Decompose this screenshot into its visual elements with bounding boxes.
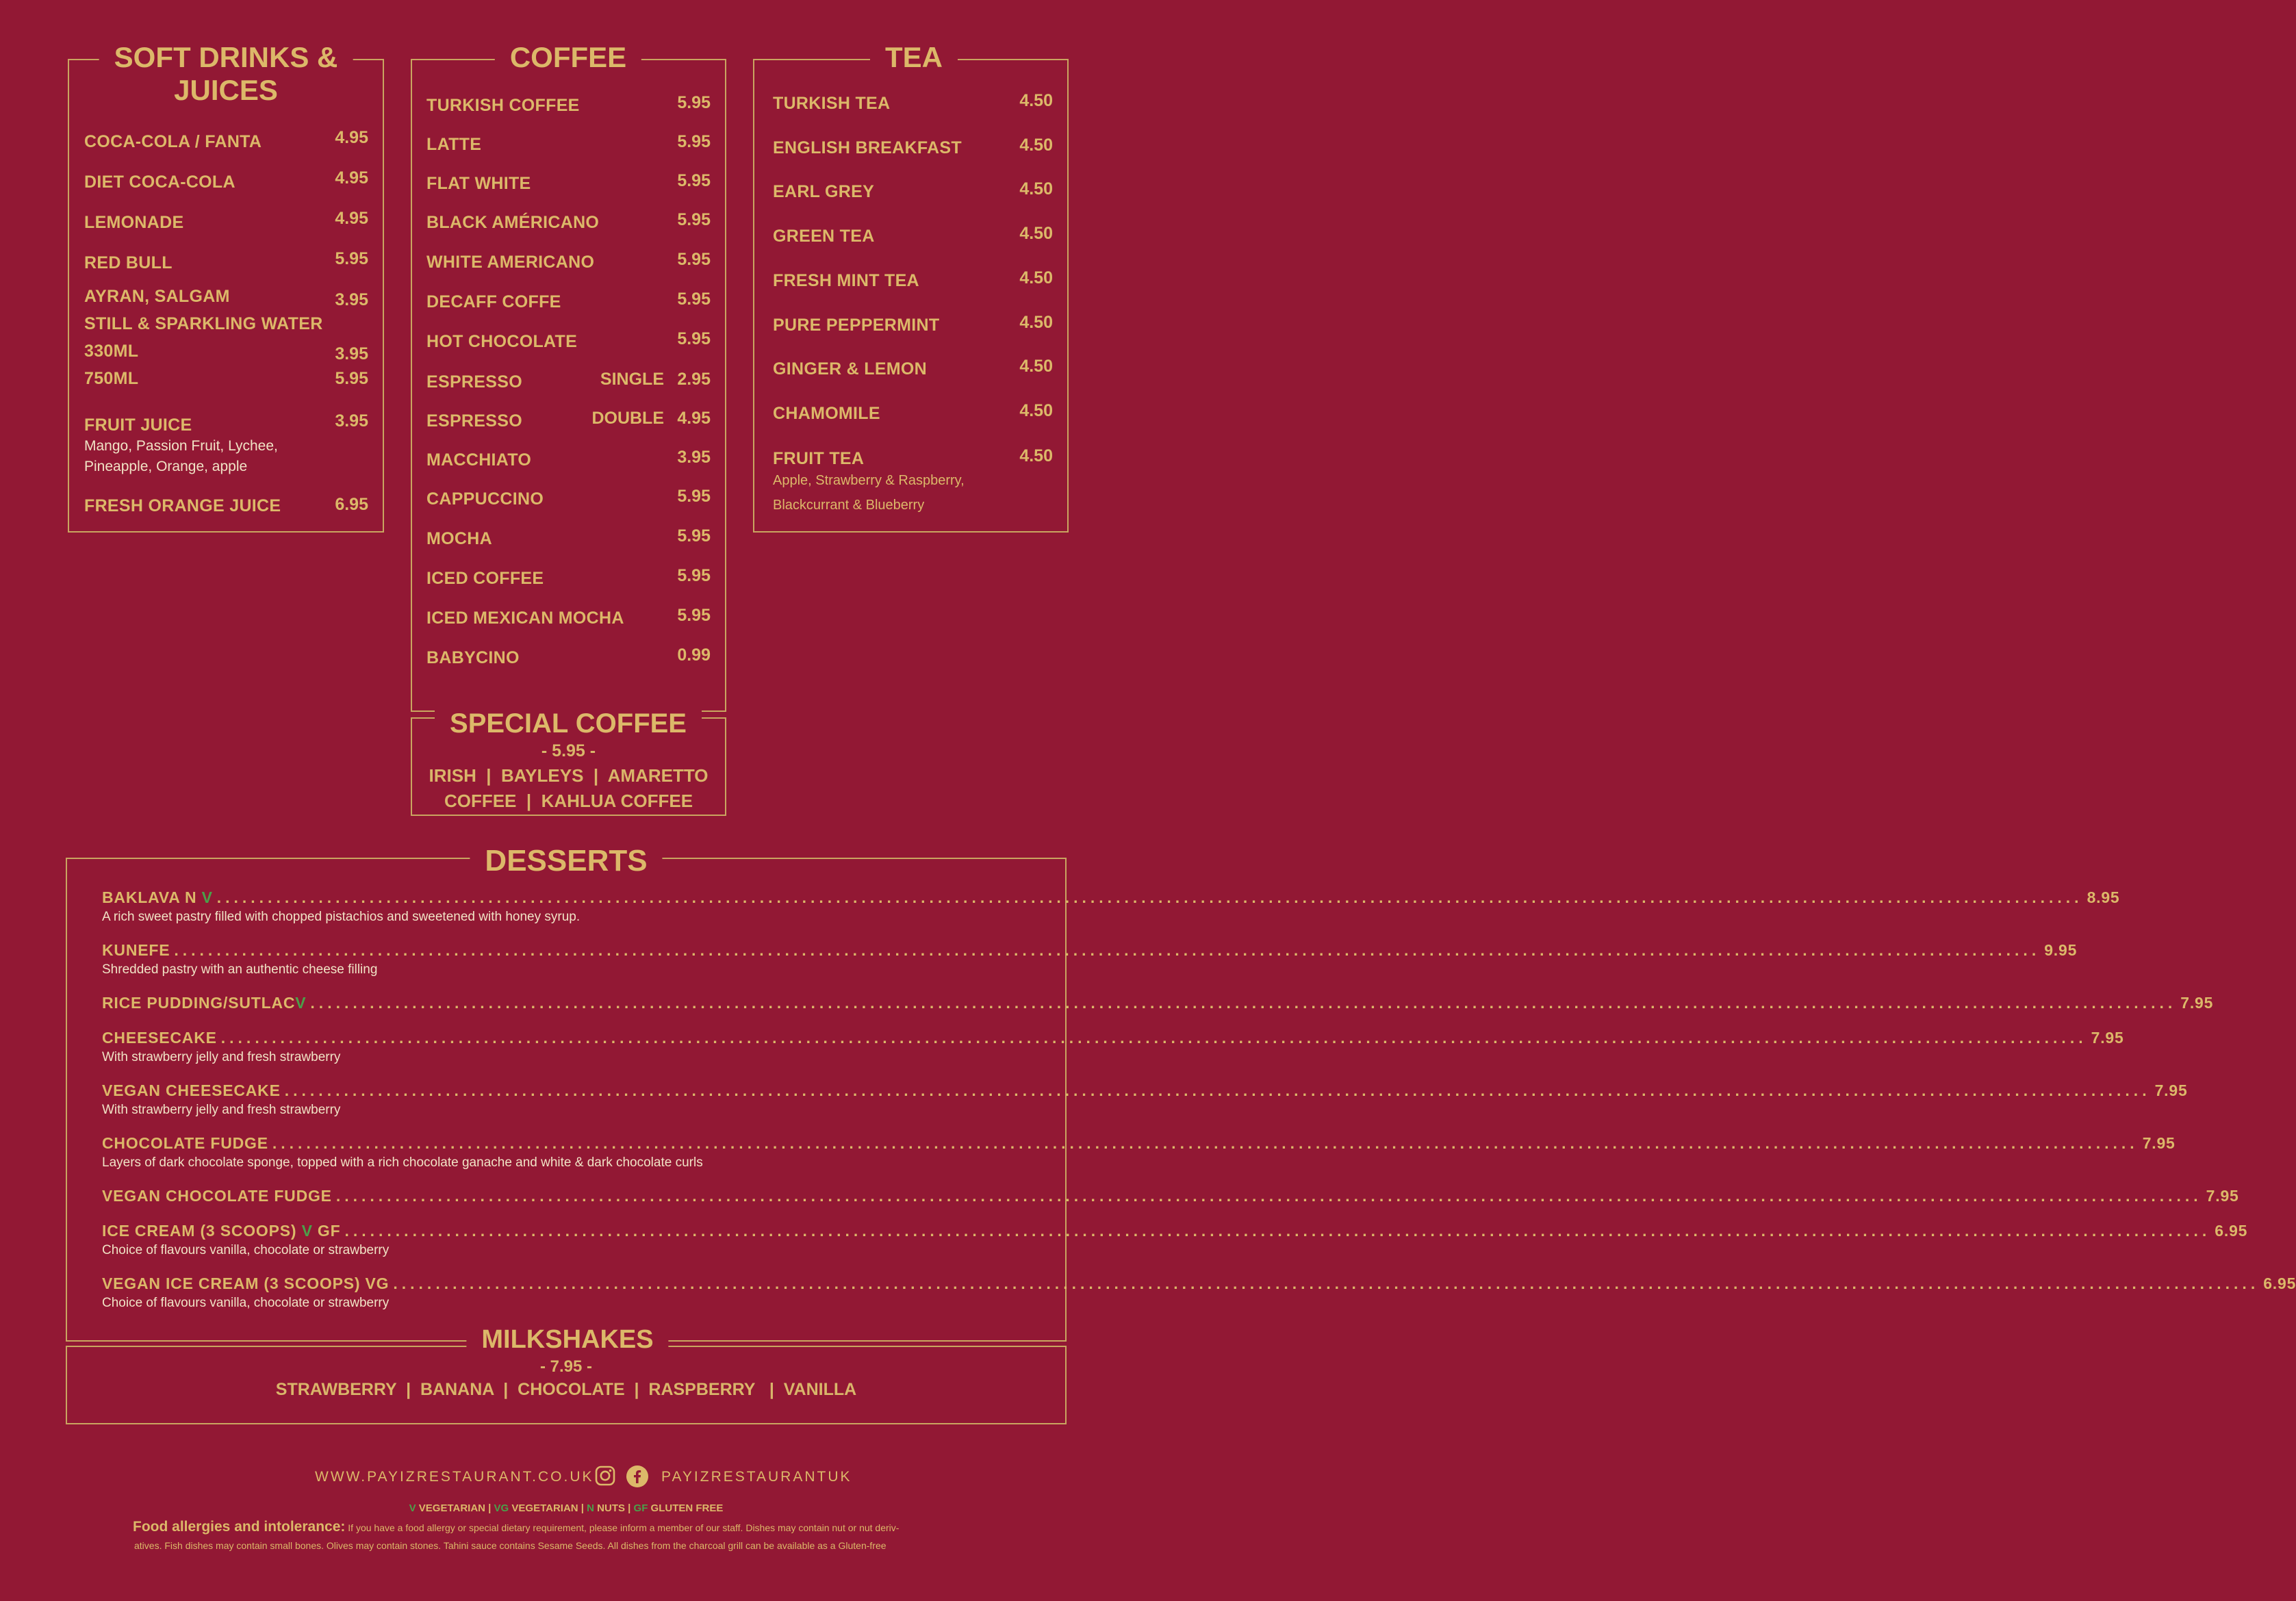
dessert-price: 7.95 xyxy=(2142,1134,2176,1152)
dessert-name xyxy=(102,1187,332,1205)
dessert-item xyxy=(102,1029,2124,1047)
dessert-name xyxy=(102,1275,389,1293)
dessert-item xyxy=(102,1275,2296,1293)
menu-item-price: 6.95 xyxy=(335,495,368,514)
menu-item-price: 5.95 xyxy=(677,210,711,229)
menu-item-name: MACCHIATO xyxy=(426,450,532,470)
milkshakes-price: - 7.95 - xyxy=(539,1357,593,1376)
dessert-name-text: ICE CREAM (3 SCOOPS) xyxy=(102,1222,302,1240)
dessert-price: 9.95 xyxy=(2044,941,2078,959)
menu-item-name: BABYCINO xyxy=(426,648,520,667)
soft-drinks-title-line1: SOFT DRINKS & xyxy=(114,41,338,73)
dessert-item xyxy=(102,994,2214,1012)
dessert-name-text: CHOCOLATE FUDGE xyxy=(102,1134,268,1152)
menu-item-name: FRESH MINT TEA xyxy=(773,271,919,290)
special-coffee-list: COFFEE | KAHLUA COFFEE xyxy=(444,791,693,811)
menu-item-price: 4.95 xyxy=(335,209,368,228)
fruit-tea-description: Apple, Strawberry & Raspberry, xyxy=(773,473,965,488)
menu-item-name: 750ML xyxy=(84,369,139,388)
menu-item-price: 4.50 xyxy=(1019,357,1053,376)
dessert-item xyxy=(102,941,2078,960)
dessert-name-text: VEGAN CHOCOLATE FUDGE xyxy=(102,1187,332,1205)
menu-item-price: 4.50 xyxy=(1019,313,1053,332)
dessert-item xyxy=(102,888,2120,907)
allergy-notice xyxy=(133,1519,1023,1535)
menu-item-name: RED BULL xyxy=(84,253,173,272)
dessert-name xyxy=(102,941,170,960)
menu-item-name: BLACK AMÉRICANO xyxy=(426,213,600,232)
legend-text: GLUTEN FREE xyxy=(648,1502,724,1514)
menu-item-price: 3.95 xyxy=(335,290,368,309)
menu-item-name: FLAT WHITE xyxy=(426,174,531,193)
legend-gf: GF xyxy=(633,1502,648,1514)
menu-item-price: 3.95 xyxy=(335,411,368,431)
soft-drinks-title-line2: JUICES xyxy=(174,74,278,107)
menu-item-price: 4.50 xyxy=(1019,268,1053,287)
menu-item-name: LATTE xyxy=(426,135,482,154)
menu-item-name: EARL GREY xyxy=(773,182,875,201)
dot-leader: ............................................................................................................................................................................................................................ xyxy=(344,1222,2211,1240)
legend-text: VEGETARIAN | xyxy=(509,1502,587,1514)
menu-item-price: 3.95 xyxy=(335,344,368,363)
dessert-price: 8.95 xyxy=(2087,888,2120,906)
menu-item-price: 2.95 xyxy=(677,370,711,389)
menu-item-price: 4.95 xyxy=(335,168,368,188)
allergy-text: If you have a food allergy or special dietary requirement, please inform a member of our staff. Dishes may contain nut or nut deriv- xyxy=(345,1522,900,1533)
dessert-name-text: KUNEFE xyxy=(102,941,170,959)
menu-item-price: 5.95 xyxy=(677,132,711,151)
fruit-juice-description: Mango, Passion Fruit, Lychee, xyxy=(84,438,278,454)
dot-leader: ............................................................................................................................................................................................................................ xyxy=(272,1134,2139,1152)
dot-leader: ............................................................................................................................................................................................................................ xyxy=(220,1029,2087,1047)
menu-item-price: 5.95 xyxy=(677,566,711,585)
milkshakes-title: MILKSHAKES xyxy=(466,1325,668,1355)
website-link[interactable]: WWW.PAYIZRESTAURANT.CO.UK xyxy=(315,1469,594,1485)
special-coffee-price: - 5.95 - xyxy=(541,741,596,760)
menu-item-name: ENGLISH BREAKFAST xyxy=(773,138,962,157)
menu-item-name: LEMONADE xyxy=(84,213,184,232)
menu-item-name: FRUIT JUICE xyxy=(84,415,192,435)
vegetarian-tag: V xyxy=(301,1222,313,1240)
dot-leader: ............................................................................................................................................................................................................................ xyxy=(335,1187,2202,1205)
vegetarian-tag: V xyxy=(201,888,213,906)
dessert-item xyxy=(102,1222,2248,1240)
menu-item-name: ESPRESSO xyxy=(426,411,522,431)
dessert-price: 7.95 xyxy=(2206,1187,2239,1205)
dessert-price: 7.95 xyxy=(2154,1081,2188,1099)
menu-item-name: STILL & SPARKLING WATER xyxy=(84,314,323,333)
social-handle[interactable]: PAYIZRESTAURANTUK xyxy=(661,1469,852,1485)
dot-leader: ............................................................................................................................................................................................................................ xyxy=(393,1275,2260,1292)
special-coffee-list: IRISH | BAYLEYS | AMARETTO xyxy=(429,765,709,786)
dessert-name xyxy=(102,1222,340,1240)
dessert-name-text: CHEESECAKE xyxy=(102,1029,217,1047)
dessert-description: A rich sweet pastry filled with chopped pistachios and sweetened with honey syrup. xyxy=(102,910,581,924)
dessert-name-text: BAKLAVA N xyxy=(102,888,202,906)
dessert-name-text: RICE PUDDING/SUTLAC xyxy=(102,994,296,1012)
dessert-description: Layers of dark chocolate sponge, topped with a rich chocolate ganache and white & dark chocolate curls xyxy=(102,1155,703,1170)
gluten-free-tag: GF xyxy=(312,1222,341,1240)
menu-item-name: 330ML xyxy=(84,342,139,361)
dot-leader: ............................................................................................................................................................................................................................ xyxy=(216,888,2083,906)
dessert-description: Shredded pastry with an authentic cheese filling xyxy=(102,962,378,977)
legend-vg: VG xyxy=(494,1502,509,1514)
menu-item-name: MOCHA xyxy=(426,529,492,548)
dietary-legend xyxy=(0,1502,1132,1514)
vegetarian-tag: V xyxy=(295,994,307,1012)
menu-item-name: WHITE AMERICANO xyxy=(426,253,595,272)
menu-item-size: DOUBLE xyxy=(591,409,664,428)
menu-item-name: GREEN TEA xyxy=(773,227,875,246)
menu-item-name: DECAFF COFFE xyxy=(426,292,561,311)
menu-item-price: 4.50 xyxy=(1019,136,1053,155)
dessert-item xyxy=(102,1134,2176,1153)
menu-item-name: GINGER & LEMON xyxy=(773,359,928,379)
menu-item-name: FRUIT TEA xyxy=(773,449,865,468)
dot-leader: ............................................................................................................................................................................................................................ xyxy=(174,941,2041,959)
menu-item-name: PURE PEPPERMINT xyxy=(773,316,940,335)
dot-leader: ............................................................................................................................................................................................................................ xyxy=(284,1081,2151,1099)
menu-item-price: 5.95 xyxy=(677,606,711,625)
menu-item-name: ICED MEXICAN MOCHA xyxy=(426,609,624,628)
dessert-description: With strawberry jelly and fresh strawberry xyxy=(102,1050,341,1064)
dessert-name-text: VEGAN CHEESECAKE xyxy=(102,1081,281,1099)
menu-item-name: DIET COCA-COLA xyxy=(84,172,235,192)
menu-item-name: COCA-COLA / FANTA xyxy=(84,132,262,151)
menu-item-price: 4.50 xyxy=(1019,179,1053,198)
dessert-name xyxy=(102,1081,281,1100)
dessert-description: Choice of flavours vanilla, chocolate or strawberry xyxy=(102,1243,390,1257)
menu-item-price: 5.95 xyxy=(335,369,368,388)
allergy-title: Food allergies and intolerance: xyxy=(133,1519,346,1535)
menu-item-price: 4.50 xyxy=(1019,224,1053,243)
tea-title: TEA xyxy=(870,41,958,74)
footer xyxy=(0,1465,1132,1506)
menu-item-price: 4.50 xyxy=(1019,446,1053,465)
dessert-name xyxy=(102,1029,217,1047)
allergy-text-line2: atives. Fish dishes may contain small bones. Olives may contain stones. Tahini sauce contains Sesame Seeds. All dishes from the charcoal grill can be available as a Gluten-free xyxy=(134,1540,886,1551)
menu-item-name: AYRAN, SALGAM xyxy=(84,287,230,306)
dot-leader: ............................................................................................................................................................................................................................ xyxy=(310,994,2177,1012)
menu-item-price: 4.50 xyxy=(1019,91,1053,110)
menu-item-price: 3.95 xyxy=(677,448,711,467)
menu-item-price: 4.95 xyxy=(335,128,368,147)
menu-item-price: 5.95 xyxy=(677,250,711,269)
menu-item-name: CAPPUCCINO xyxy=(426,489,544,509)
instagram-icon[interactable] xyxy=(594,1465,616,1487)
menu-item-price: 5.95 xyxy=(677,487,711,506)
menu-item-price: 5.95 xyxy=(677,290,711,309)
dessert-item xyxy=(102,1187,2239,1205)
dessert-price: 6.95 xyxy=(2263,1275,2296,1292)
menu-item-price: 5.95 xyxy=(677,171,711,190)
milkshakes-flavours: STRAWBERRY | BANANA | CHOCOLATE | RASPBERRY | VANILLA xyxy=(275,1380,857,1399)
menu-item-name: FRESH ORANGE JUICE xyxy=(84,496,281,515)
menu-item-price: 0.99 xyxy=(677,645,711,665)
fruit-juice-description: Pineapple, Orange, apple xyxy=(84,459,248,474)
menu-item-name: TURKISH COFFEE xyxy=(426,96,580,115)
dessert-price: 6.95 xyxy=(2215,1222,2248,1240)
menu-item-size: SINGLE xyxy=(600,370,664,389)
dessert-item xyxy=(102,1081,2188,1100)
legend-text: VEGETARIAN | xyxy=(416,1502,494,1514)
legend-n: N xyxy=(587,1502,594,1514)
dessert-description: Choice of flavours vanilla, chocolate or strawberry xyxy=(102,1296,390,1310)
desserts-title: DESSERTS xyxy=(470,844,662,879)
menu-item-name: ESPRESSO xyxy=(426,372,522,392)
menu-item-price: 5.95 xyxy=(677,526,711,546)
special-coffee-title: SPECIAL COFFEE xyxy=(435,708,702,739)
menu-item-price: 4.95 xyxy=(677,409,711,428)
menu-item-price: 4.50 xyxy=(1019,401,1053,420)
legend-v: V xyxy=(409,1502,416,1514)
dessert-price: 7.95 xyxy=(2091,1029,2124,1047)
dessert-price: 7.95 xyxy=(2180,994,2214,1012)
menu-item-name: HOT CHOCOLATE xyxy=(426,332,578,351)
soft-drinks-title xyxy=(99,41,353,107)
facebook-icon[interactable] xyxy=(626,1465,649,1488)
menu-item-name: TURKISH TEA xyxy=(773,94,891,113)
fruit-tea-description: Blackcurrant & Blueberry xyxy=(773,498,925,513)
dessert-name xyxy=(102,888,213,907)
menu-item-price: 5.95 xyxy=(677,329,711,348)
menu-item-name: CHAMOMILE xyxy=(773,404,880,423)
menu-item-price: 5.95 xyxy=(335,249,368,268)
menu-item-name: ICED COFFEE xyxy=(426,569,544,588)
legend-text: NUTS | xyxy=(594,1502,634,1514)
dessert-name-text: VEGAN ICE CREAM (3 SCOOPS) VG xyxy=(102,1275,390,1292)
coffee-title: COFFEE xyxy=(495,41,641,74)
dessert-name xyxy=(102,994,306,1012)
menu-item-price: 5.95 xyxy=(677,93,711,112)
dessert-description: With strawberry jelly and fresh strawberry xyxy=(102,1103,341,1117)
dessert-name xyxy=(102,1134,268,1153)
